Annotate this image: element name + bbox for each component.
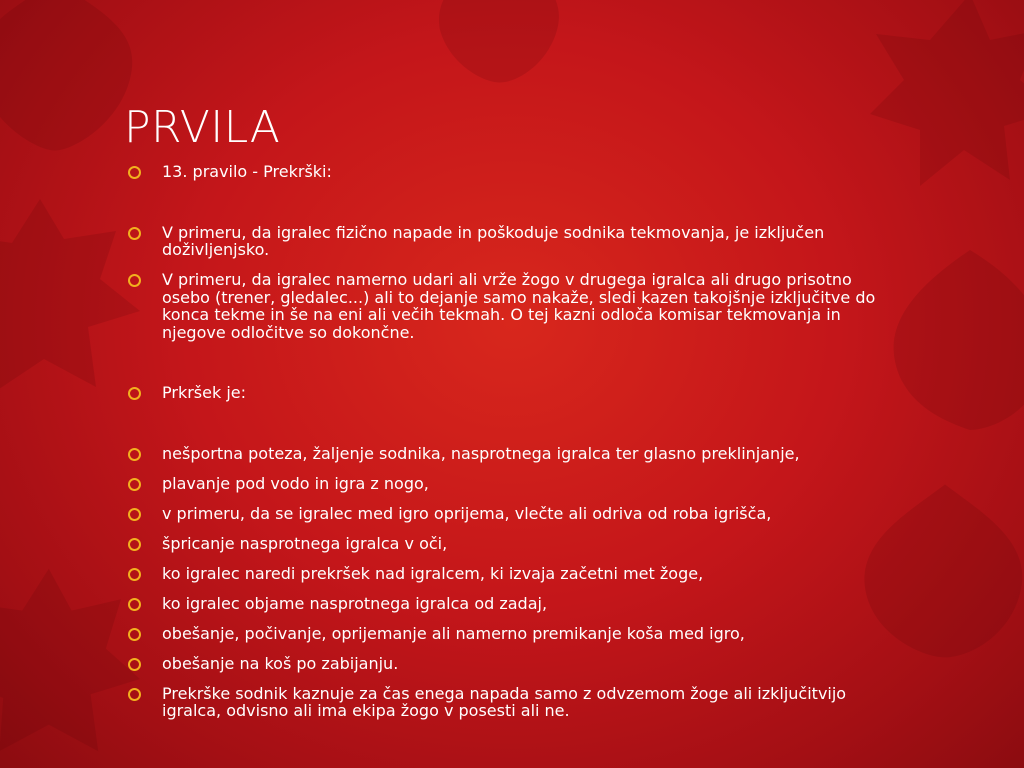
circle-bullet-icon	[128, 227, 141, 240]
leaf-decoration-icon	[420, 0, 580, 90]
list-item-text: V primeru, da igralec namerno udari ali vrže žogo v drugega igralca ali drugo prisotno osebo (trener, gledalec...) ali to dejanje samo nakaže, sledi kazen takojšnje izključitve do konca tekme in še na eni ali večih tekmah. O tej kazni odloča komisar tekmovanja in njegove odločitve so dokončne.	[162, 270, 876, 342]
list-item	[128, 224, 898, 259]
circle-bullet-icon	[128, 538, 141, 551]
list-item	[128, 445, 898, 463]
list-item	[128, 655, 898, 673]
leaf-decoration-icon	[0, 170, 140, 420]
list-item	[128, 535, 898, 553]
circle-bullet-icon	[128, 387, 141, 400]
circle-bullet-icon	[128, 166, 141, 179]
list-item-text: nešportna poteza, žaljenje sodnika, nasprotnega igralca ter glasno preklinjanje,	[162, 443, 800, 463]
list-item-text: 13. pravilo - Prekrški:	[162, 162, 332, 181]
list-item-text: plavanje pod vodo in igra z nogo,	[162, 473, 429, 493]
list-item-text: obešanje, počivanje, oprijemanje ali namerno premikanje koša med igro,	[162, 623, 745, 643]
circle-bullet-icon	[128, 274, 141, 287]
circle-bullet-icon	[128, 628, 141, 641]
list-item	[128, 384, 898, 402]
list-item	[128, 685, 898, 720]
list-item-text: V primeru, da igralec fizično napade in poškoduje sodnika tekmovanja, je izključen doživljenjsko.	[162, 222, 825, 259]
circle-bullet-icon	[128, 478, 141, 491]
list-item-text: v primeru, da se igralec med igro oprijema, vlečte ali odriva od roba igrišča,	[162, 503, 772, 523]
circle-bullet-icon	[128, 568, 141, 581]
slide-title: PRVILA	[124, 102, 281, 153]
circle-bullet-icon	[128, 598, 141, 611]
leaf-decoration-icon	[880, 220, 1024, 460]
bullet-list	[128, 163, 898, 732]
list-item-text: obešanje na koš po zabijanju.	[162, 653, 399, 673]
list-item-text: Prekrške sodnik kaznuje za čas enega napada samo z odvzemom žoge ali izključitvijo igralca, odvisno ali ima ekipa žogo v posesti ali ne.	[162, 683, 847, 720]
circle-bullet-icon	[128, 658, 141, 671]
list-item-text: ko igralec naredi prekršek nad igralcem, ki izvaja začetni met žoge,	[162, 563, 704, 583]
circle-bullet-icon	[128, 508, 141, 521]
circle-bullet-icon	[128, 448, 141, 461]
leaf-decoration-icon	[0, 540, 140, 768]
list-item-text: Prkršek je:	[162, 383, 246, 402]
list-item	[128, 625, 898, 643]
list-item	[128, 595, 898, 613]
list-item	[128, 505, 898, 523]
list-item-text: ko igralec objame nasprotnega igralca od zadaj,	[162, 593, 548, 613]
list-item	[128, 565, 898, 583]
list-item	[128, 271, 898, 341]
list-item	[128, 475, 898, 493]
list-item-text: špricanje nasprotnega igralca v oči,	[162, 533, 448, 553]
circle-bullet-icon	[128, 688, 141, 701]
list-item	[128, 163, 898, 181]
